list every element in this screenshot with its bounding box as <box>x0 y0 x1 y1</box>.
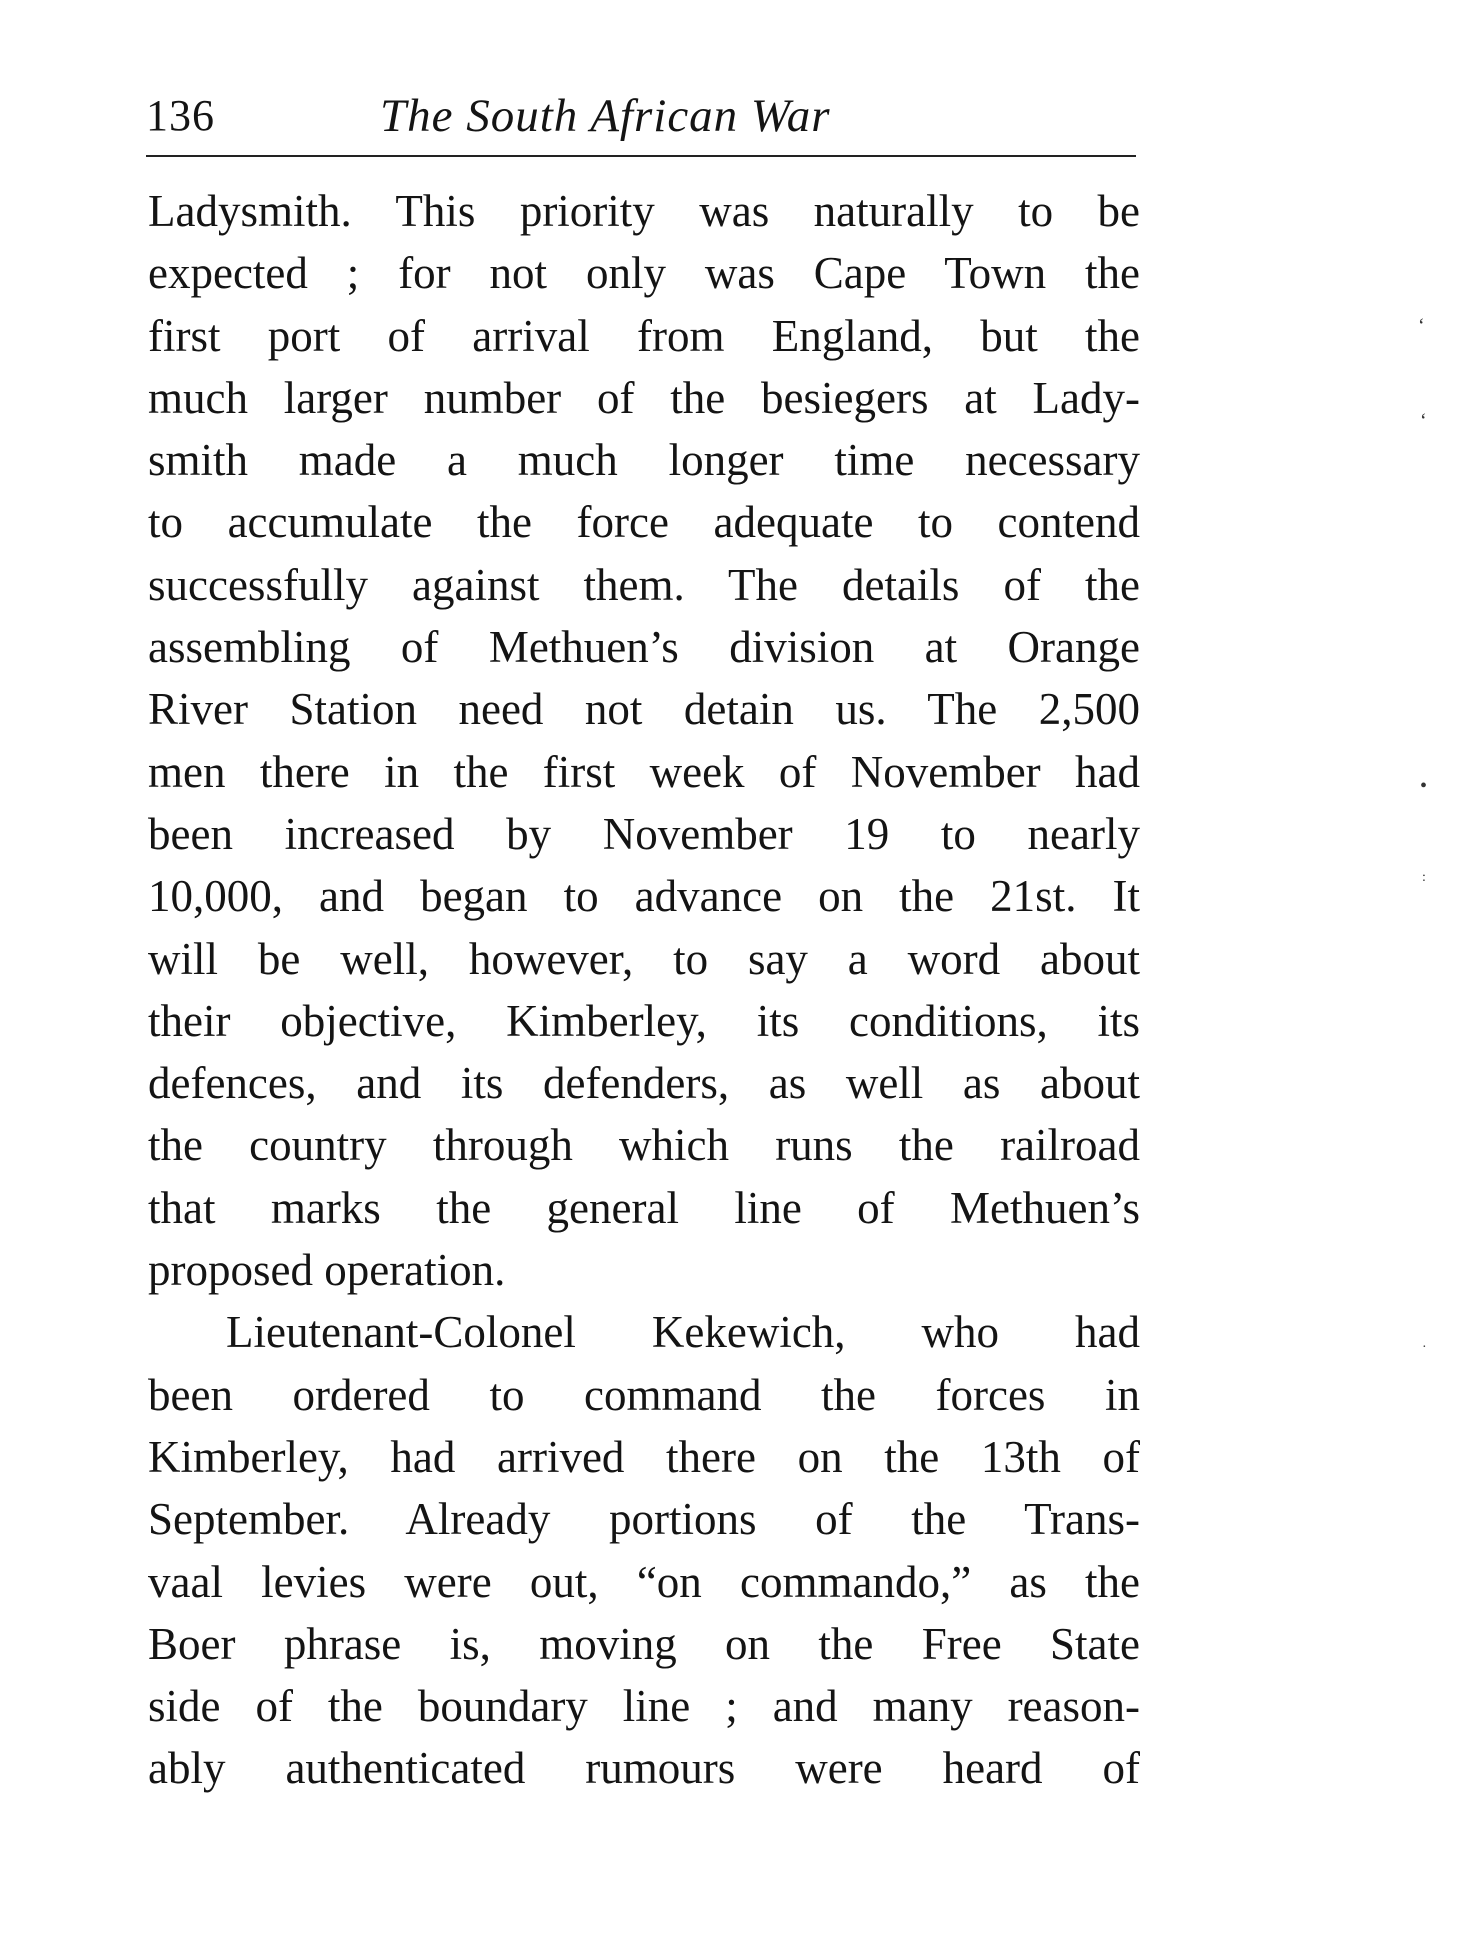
scan-speck: • <box>1420 775 1428 797</box>
running-title: The South African War <box>380 90 831 142</box>
text-line: September. Already portions of the Trans- <box>148 1494 1140 1545</box>
text-line: smith made a much longer time necessary <box>148 435 1140 486</box>
text-line: much larger number of the besiegers at Lady- <box>148 372 1140 423</box>
paragraph-2 <box>148 1301 1140 1799</box>
scan-speck: ‘ <box>1420 410 1427 432</box>
page-header <box>146 86 1136 146</box>
text-line: ably authenticated rumours were heard of <box>148 1743 1140 1794</box>
text-line: been ordered to command the forces in <box>148 1369 1140 1420</box>
text-line: 10,000, and began to advance on the 21st. It <box>148 871 1140 922</box>
text-line: side of the boundary line ; and many reason- <box>148 1681 1140 1732</box>
paragraph-1 <box>148 180 1140 1301</box>
header-rule <box>146 155 1136 157</box>
scan-speck: · <box>1422 1340 1427 1355</box>
text-line: successfully against them. The details of the <box>148 559 1140 610</box>
text-line: their objective, Kimberley, its conditions, its <box>148 995 1140 1046</box>
text-line: vaal levies were out, “on commando,” as the <box>148 1556 1140 1607</box>
text-line: Boer phrase is, moving on the Free State <box>148 1618 1140 1669</box>
text-line: Kimberley, had arrived there on the 13th of <box>148 1431 1140 1482</box>
text-line: to accumulate the force adequate to contend <box>148 497 1140 548</box>
text-line: defences, and its defenders, as well as about <box>148 1058 1140 1109</box>
text-line: the country through which runs the railroad <box>148 1120 1140 1171</box>
text-line: proposed operation. <box>148 1245 506 1296</box>
text-line: assembling of Methuen’s division at Orange <box>148 622 1140 673</box>
text-line: expected ; for not only was Cape Town the <box>148 248 1140 299</box>
text-line: men there in the first week of November had <box>148 746 1140 797</box>
text-line: that marks the general line of Methuen’s <box>148 1182 1140 1233</box>
scan-speck: ‘ <box>1418 315 1425 337</box>
text-line: been increased by November 19 to nearly <box>148 808 1140 859</box>
text-line: River Station need not detain us. The 2,500 <box>148 684 1140 735</box>
text-line: Lieutenant-Colonel Kekewich, who had <box>226 1307 1140 1358</box>
text-line: will be well, however, to say a word about <box>148 933 1140 984</box>
page-number: 136 <box>146 91 215 140</box>
body-text <box>148 180 1140 1800</box>
scan-speck: : <box>1422 870 1426 885</box>
text-line: Ladysmith. This priority was naturally to be <box>148 186 1140 236</box>
text-line: first port of arrival from England, but the <box>148 310 1140 361</box>
